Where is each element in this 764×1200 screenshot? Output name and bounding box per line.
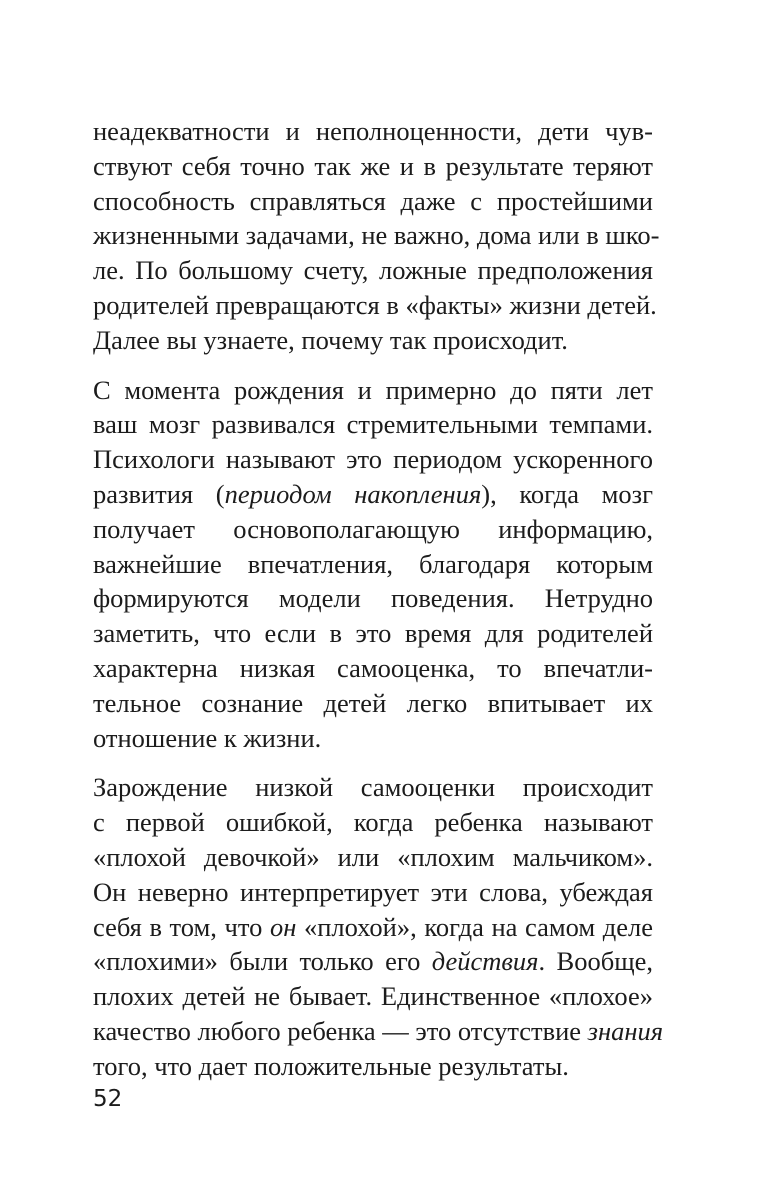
text-run: ле. По большому счету, ложные предположения [93, 255, 653, 286]
italic-text-run: знания [587, 1015, 664, 1046]
text-line [93, 686, 653, 721]
text-line [93, 184, 653, 219]
text-run: получает основополагающую информацию, [93, 513, 653, 544]
body-text [93, 114, 664, 1084]
text-run: «плохой», когда на самом деле [296, 911, 653, 942]
italic-text-run: периодом накопления [224, 478, 482, 509]
text-line [93, 910, 653, 945]
text-line [93, 114, 653, 149]
text-line [93, 373, 653, 408]
text-line [93, 253, 653, 288]
text-line [93, 805, 653, 840]
text-run: жизненными задачами, не важно, дома или в шко- [93, 220, 660, 251]
text-run: с первой ошибкой, когда ребенка называют [93, 807, 653, 838]
text-line [93, 149, 653, 184]
text-run: «плохой девочкой» или «плохим мальчиком». [93, 841, 653, 872]
text-line [93, 288, 657, 323]
page-number: 52 [93, 1086, 123, 1112]
text-line [93, 840, 653, 875]
text-run: Он неверно интерпретирует эти слова, убеждая [93, 876, 653, 907]
text-run: того, что дает положительные результаты. [93, 1050, 569, 1081]
text-run: ваш мозг развивался стремительными темпами. [93, 409, 653, 440]
text-run: плохих детей не бывает. Единственное «плохое» [93, 981, 653, 1012]
text-run: Далее вы узнаете, почему так происходит. [93, 324, 568, 355]
text-line [93, 407, 653, 442]
text-run: заметить, что если в это время для родителей [93, 618, 653, 649]
text-run: тельное сознание детей легко впитывает их [93, 687, 653, 718]
text-line [93, 721, 653, 756]
text-run: ), когда мозг [481, 478, 653, 509]
text-line [93, 477, 653, 512]
text-line [93, 875, 653, 910]
text-run: Психологи называют это периодом ускоренного [93, 444, 653, 475]
text-run: способность справляться даже с простейшими [93, 185, 653, 216]
text-run: развития ( [93, 478, 225, 509]
text-run: «плохими» были только его [93, 946, 432, 977]
text-line [93, 218, 660, 253]
text-run: важнейшие впечатления, благодаря которым [93, 548, 653, 579]
paragraph [93, 114, 660, 358]
paragraph [93, 770, 664, 1083]
text-run: отношение к жизни. [93, 722, 322, 753]
text-run: Зарождение низкой самооценки происходит [93, 772, 653, 803]
text-line [93, 616, 653, 651]
text-run: неадекватности и неполноценности, дети чув- [93, 116, 653, 146]
text-run: характерна низкая самооценка, то впечатли- [93, 652, 653, 683]
italic-text-run: он [269, 911, 297, 942]
text-run: качество любого ребенка — это отсутствие [93, 1015, 588, 1046]
italic-text-run: действия [431, 946, 539, 977]
text-line [93, 512, 653, 547]
text-line [93, 1049, 653, 1084]
text-line [93, 1014, 664, 1049]
text-run: формируются модели поведения. Нетрудно [93, 583, 653, 614]
text-line [93, 651, 653, 686]
text-line [93, 581, 653, 616]
paragraph [93, 373, 653, 756]
text-run: родителей превращаются в «факты» жизни детей. [93, 289, 657, 320]
text-line [93, 770, 653, 805]
text-line [93, 547, 653, 582]
text-run: себя в том, что [93, 911, 270, 942]
text-line [93, 323, 653, 358]
text-line [93, 442, 653, 477]
text-run: . Вообще, [538, 946, 653, 977]
text-run: С момента рождения и примерно до пяти лет [93, 374, 653, 405]
text-run: ствуют себя точно так же и в результате теряют [93, 150, 653, 181]
text-line [93, 979, 653, 1014]
text-line [93, 944, 653, 979]
